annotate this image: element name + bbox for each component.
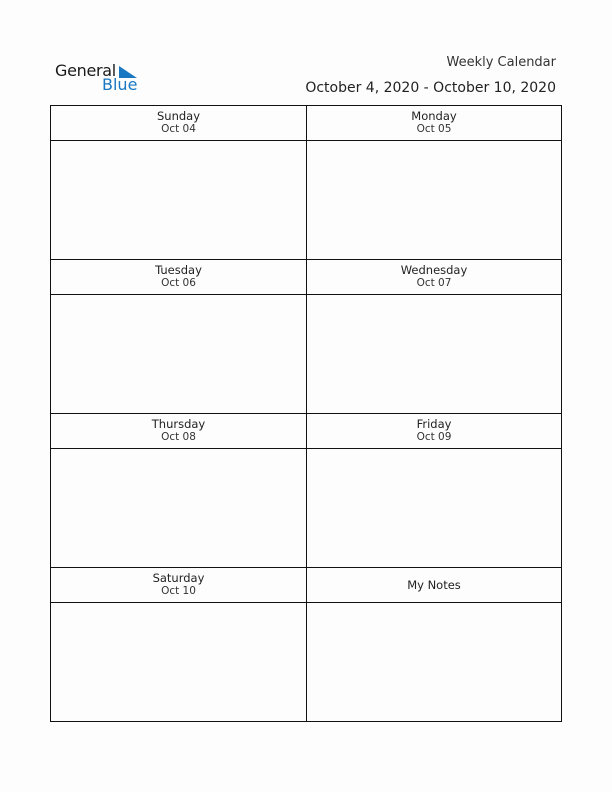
day-name: Thursday <box>151 417 206 431</box>
day-notes-area[interactable] <box>307 141 561 260</box>
day-date: Oct 07 <box>416 277 452 289</box>
day-notes-area[interactable] <box>51 295 306 414</box>
notes-cell <box>306 568 561 721</box>
notes-label: My Notes <box>407 578 461 592</box>
logo-triangle-icon <box>119 66 137 78</box>
day-date: Oct 10 <box>161 585 196 597</box>
day-cell-saturday <box>51 568 306 721</box>
logo-text-blue: Blue <box>102 75 138 94</box>
calendar-row <box>51 414 561 568</box>
day-cell-sunday <box>51 106 306 260</box>
day-cell-friday <box>306 414 561 568</box>
day-notes-area[interactable] <box>307 295 561 414</box>
day-name: Wednesday <box>400 263 468 277</box>
day-header <box>307 414 561 449</box>
page-title: Weekly Calendar <box>446 55 556 70</box>
date-range: October 4, 2020 - October 10, 2020 <box>305 80 556 96</box>
notes-area[interactable] <box>307 603 561 721</box>
day-header <box>307 106 561 141</box>
day-name: Saturday <box>152 571 205 585</box>
day-header <box>307 260 561 295</box>
day-name: Friday <box>416 417 452 431</box>
day-cell-wednesday <box>306 260 561 414</box>
logo-text-general: General <box>55 61 116 80</box>
day-notes-area[interactable] <box>51 449 306 568</box>
calendar-grid <box>50 105 562 722</box>
day-date: Oct 08 <box>161 431 196 443</box>
day-header <box>51 568 306 603</box>
day-date: Oct 05 <box>416 123 452 135</box>
day-header <box>51 414 306 449</box>
day-header <box>51 260 306 295</box>
day-cell-thursday <box>51 414 306 568</box>
day-date: Oct 06 <box>161 277 196 289</box>
day-date: Oct 09 <box>416 431 452 443</box>
logo <box>55 61 138 94</box>
day-notes-area[interactable] <box>51 141 306 260</box>
day-name: Sunday <box>156 109 201 123</box>
calendar-row <box>51 106 561 260</box>
day-name: Tuesday <box>155 263 202 277</box>
day-notes-area[interactable] <box>307 449 561 568</box>
day-cell-monday <box>306 106 561 260</box>
day-cell-tuesday <box>51 260 306 414</box>
day-name: Monday <box>411 109 457 123</box>
calendar-row <box>51 568 561 721</box>
day-header <box>51 106 306 141</box>
day-notes-area[interactable] <box>51 603 306 721</box>
calendar-row <box>51 260 561 414</box>
day-date: Oct 04 <box>161 123 196 135</box>
notes-header <box>307 568 561 603</box>
